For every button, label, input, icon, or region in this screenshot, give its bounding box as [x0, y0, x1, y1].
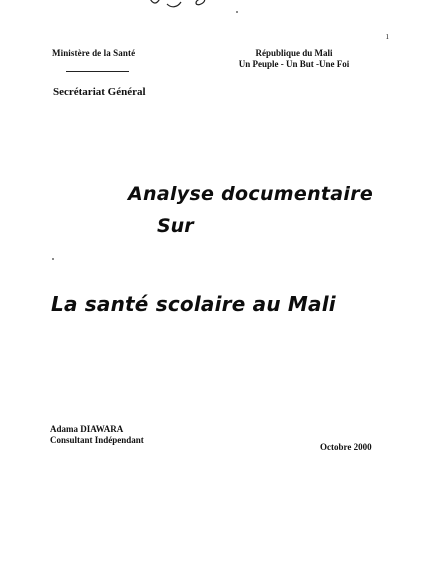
- secretariat-name: Secrétariat Général: [53, 86, 146, 98]
- title-line-3: La santé scolaire au Mali: [51, 292, 336, 316]
- republic-block: [222, 48, 366, 69]
- scan-speck: [236, 11, 238, 13]
- author-role: Consultant Indépendant: [50, 435, 144, 445]
- page-number: 1: [385, 33, 389, 41]
- author-block: [50, 424, 144, 446]
- header-divider: [66, 71, 129, 72]
- republic-name: République du Mali: [255, 48, 333, 58]
- document-date: Octobre 2000: [320, 442, 372, 452]
- scan-speck: [52, 258, 54, 260]
- national-motto: Un Peuple - Un But -Une Foi: [238, 59, 350, 69]
- ministry-name: Ministère de la Santé: [52, 48, 136, 58]
- title-line-2: Sur: [157, 215, 194, 237]
- handwritten-annotation: [145, 0, 215, 16]
- title-line-1: Analyse documentaire: [128, 183, 374, 205]
- author-name: Adama DIAWARA: [50, 424, 124, 434]
